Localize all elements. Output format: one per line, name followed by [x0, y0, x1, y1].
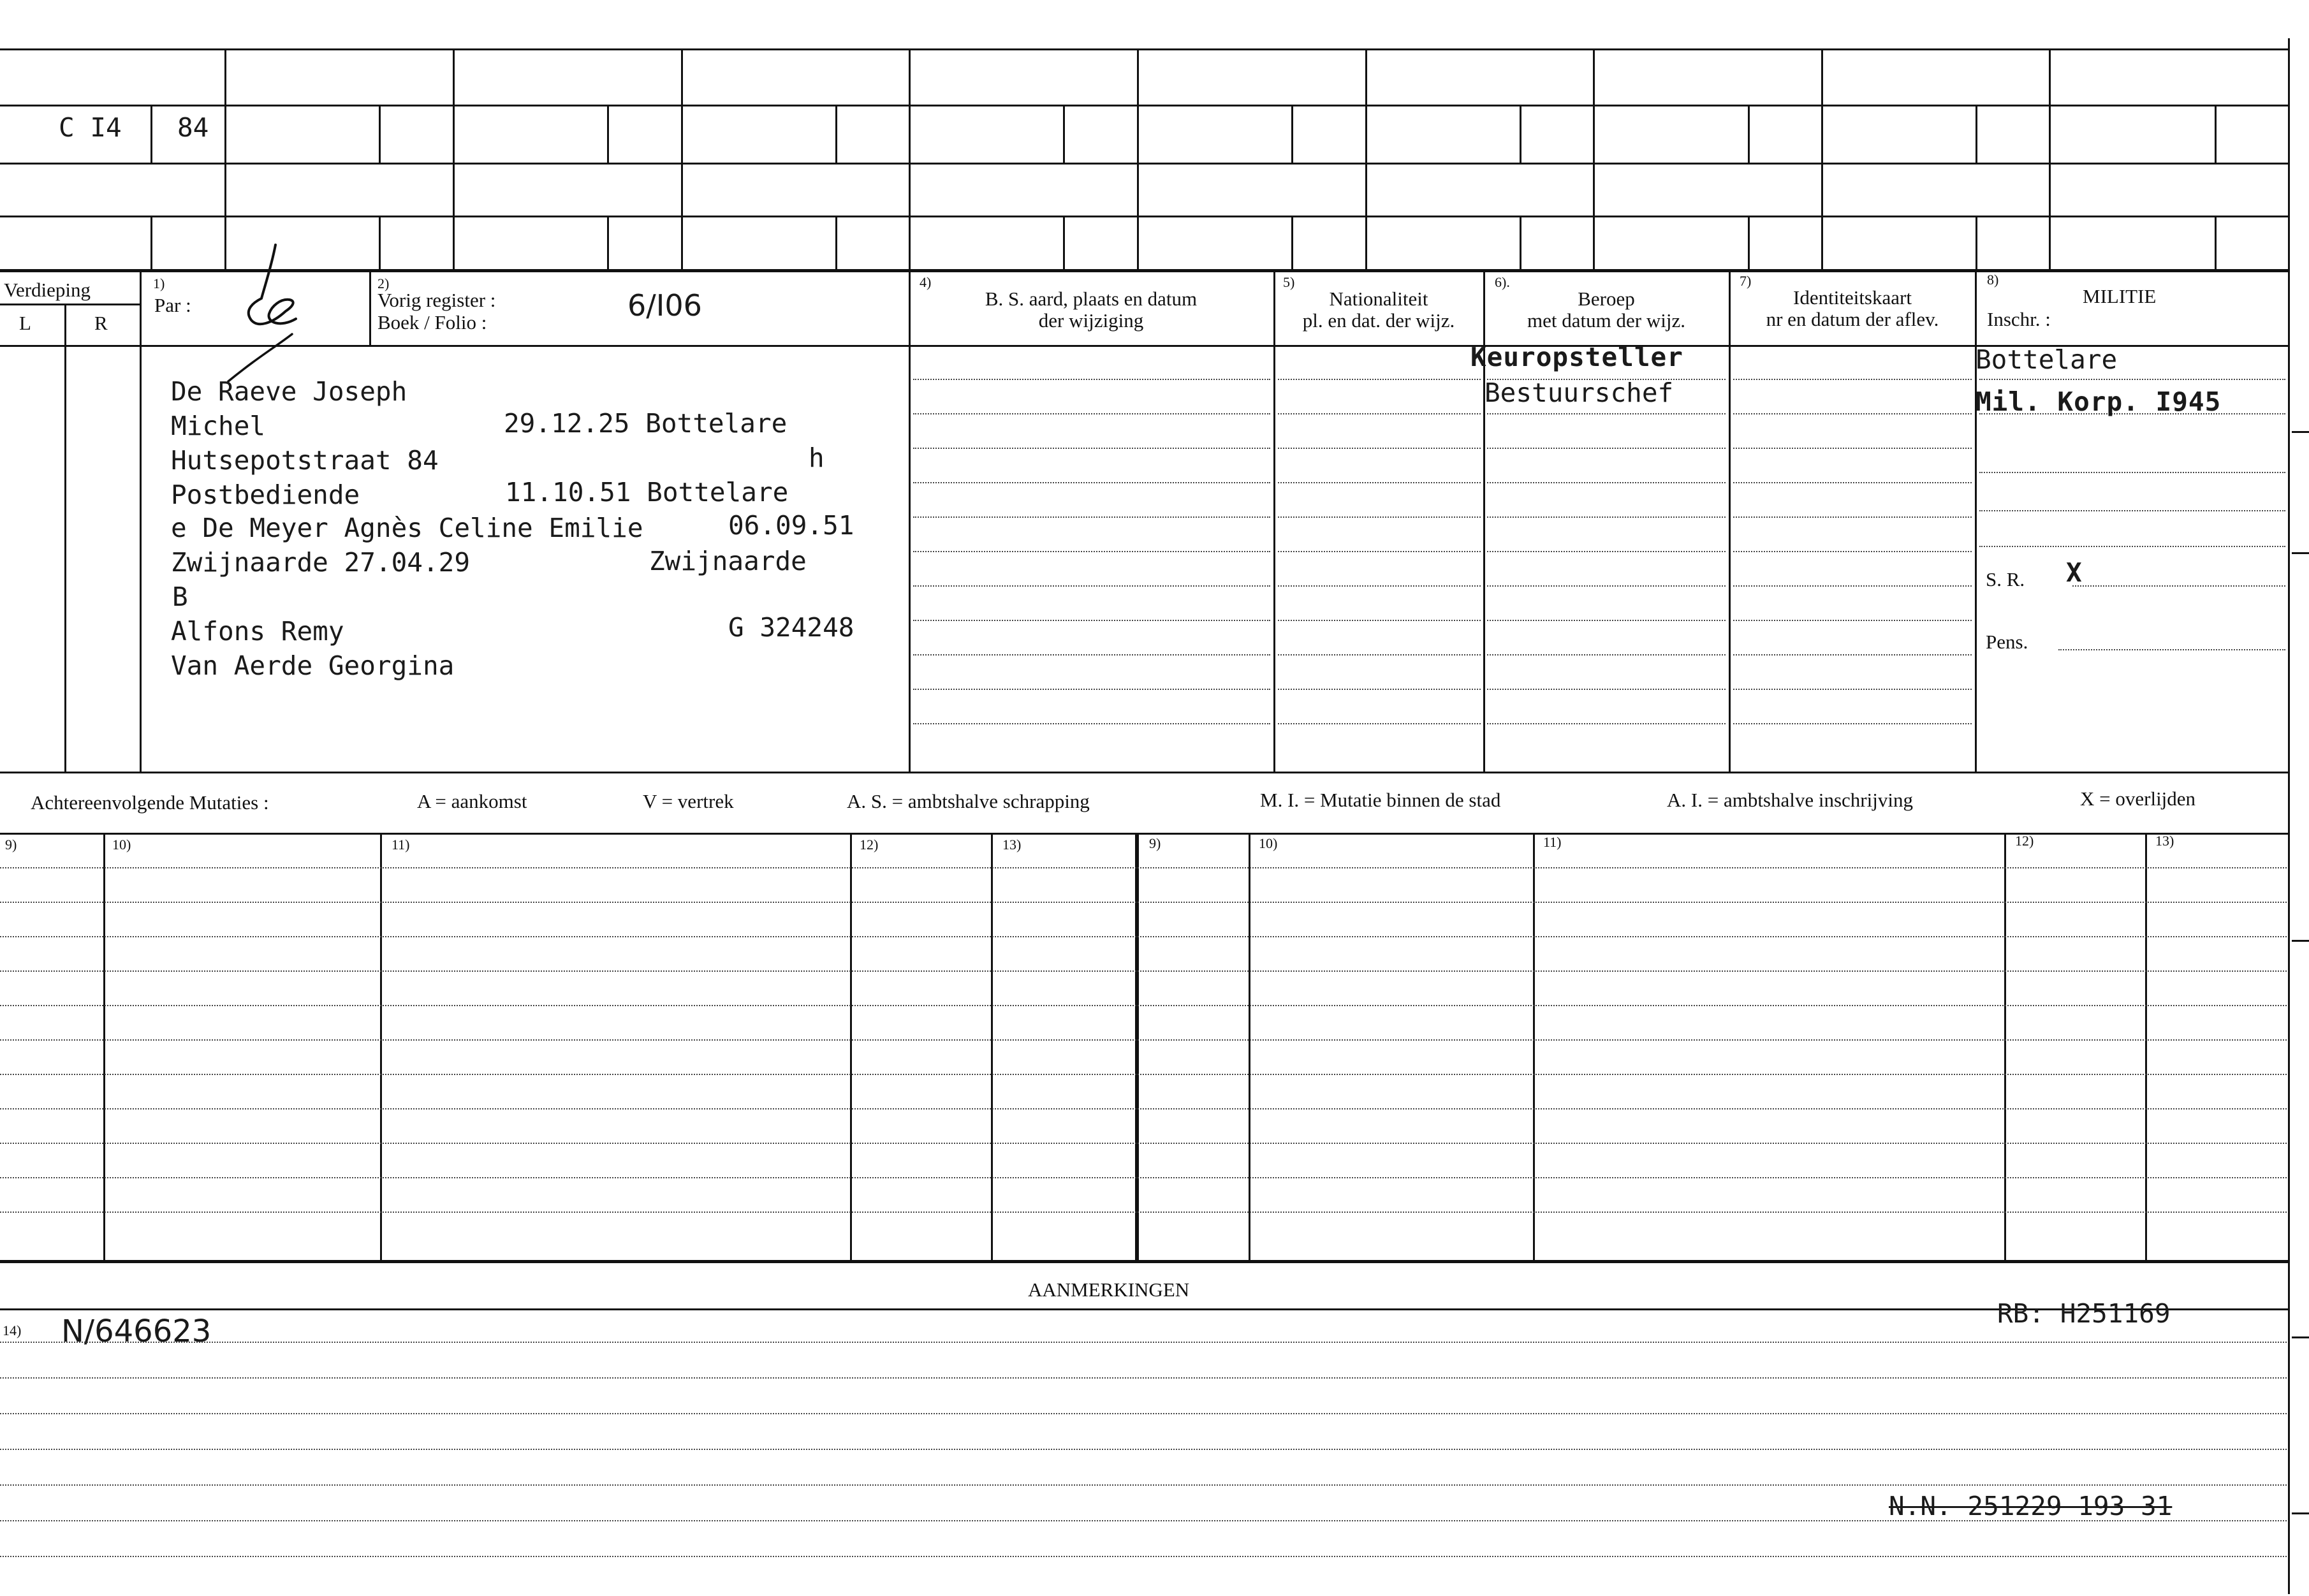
spouse-birth-place: Zwijnaarde: [649, 546, 807, 576]
par-label: Par :: [154, 294, 191, 316]
col6-heading-1: Beroep: [1578, 288, 1635, 310]
col7-heading-2: nr en datum der aflev.: [1766, 308, 1939, 330]
remarks-number: 14): [3, 1322, 22, 1338]
col2-number: 2): [378, 275, 390, 291]
father-name: Alfons Remy: [171, 616, 344, 647]
verdieping-l: L: [19, 312, 31, 334]
col5-number: 5): [1283, 274, 1295, 290]
inschr-label: Inschr. :: [1987, 308, 2051, 330]
col4-heading-1: B. S. aard, plaats en datum: [985, 288, 1198, 310]
sr-label: S. R.: [1986, 568, 2025, 590]
marriage-date: 06.09.51: [728, 510, 854, 541]
id-number: G 324248: [728, 612, 854, 643]
col7-heading-1: Identiteitskaart: [1793, 286, 1912, 309]
occupation-date-place: 11.10.51 Bottelare: [505, 477, 789, 508]
address-mark: h: [809, 443, 825, 473]
mut-col-12: 12): [860, 837, 879, 853]
legend-item-schrapping: A. S. = ambtshalve schrapping: [847, 790, 1090, 812]
vorig-register-label: Vorig register :: [378, 289, 496, 311]
mut-col-10b: 10): [1259, 835, 1278, 851]
person-surname: De Raeve Joseph: [171, 376, 407, 407]
vorig-register-value: 6/I06: [627, 288, 702, 323]
legend-item-overlijden: X = overlijden: [2080, 787, 2196, 810]
remarks-rb-number: RB: H251169: [1997, 1298, 2171, 1329]
person-category: B: [172, 582, 188, 612]
col5-heading-2: pl. en dat. der wijz.: [1302, 309, 1455, 332]
col4-number: 4): [920, 274, 932, 290]
militie-entry-1: Bottelare: [1975, 344, 2118, 375]
col6-heading-2: met datum der wijz.: [1527, 309, 1685, 332]
col6-number: 6).: [1495, 274, 1510, 290]
militie-title: MILITIE: [2083, 285, 2157, 307]
person-firstname: Michel: [171, 411, 266, 441]
pens-label: Pens.: [1986, 631, 2028, 653]
mut-col-11b: 11): [1543, 834, 1562, 850]
remarks-nn-number: N.N. 251229 193 31: [1889, 1491, 2173, 1521]
remarks-title: AANMERKINGEN: [1028, 1278, 1190, 1301]
beroep-entry-2: Bestuurschef: [1484, 377, 1674, 408]
mut-col-10: 10): [112, 837, 131, 853]
col1-number: 1): [153, 275, 165, 291]
mut-col-13b: 13): [2155, 833, 2174, 849]
col8-number: 8): [1987, 272, 1999, 288]
register-code: C I4: [59, 112, 122, 143]
mut-col-11: 11): [392, 837, 410, 853]
mother-name: Van Aerde Georgina: [171, 650, 455, 681]
spouse-name: e De Meyer Agnès Celine Emilie: [171, 513, 643, 543]
mut-col-9: 9): [5, 837, 17, 853]
birth-date-place: 29.12.25 Bottelare: [504, 408, 788, 439]
par-signature-icon: [217, 240, 332, 393]
legend-item-vertrek: V = vertrek: [643, 790, 734, 812]
mut-col-9b: 9): [1149, 835, 1161, 851]
legend-title: Achtereenvolgende Mutaties :: [31, 791, 269, 814]
verdieping-r: R: [94, 312, 108, 334]
mut-col-13: 13): [1002, 837, 1022, 853]
col5-heading-1: Nationaliteit: [1329, 288, 1428, 310]
legend-item-aankomst: A = aankomst: [417, 790, 527, 812]
register-number: 84: [177, 112, 209, 143]
legend-item-inschrijving: A. I. = ambtshalve inschrijving: [1667, 789, 1913, 811]
beroep-entry-1: Keuropsteller: [1470, 342, 1683, 372]
col7-number: 7): [1740, 273, 1752, 289]
person-address: Hutsepotstraat 84: [171, 445, 439, 476]
person-occupation: Postbediende: [171, 480, 360, 510]
spouse-birth: Zwijnaarde 27.04.29: [171, 547, 470, 578]
legend-item-mutatie: M. I. = Mutatie binnen de stad: [1260, 789, 1501, 811]
verdieping-label: Verdieping: [4, 279, 91, 301]
militie-entry-2: Mil. Korp. I945: [1975, 386, 2222, 417]
sr-value: X: [2066, 557, 2083, 588]
boek-folio-label: Boek / Folio :: [378, 311, 487, 333]
mut-col-12b: 12): [2015, 833, 2034, 849]
remarks-reference: N/646623: [61, 1314, 212, 1349]
col4-heading-2: der wijziging: [1038, 309, 1144, 332]
